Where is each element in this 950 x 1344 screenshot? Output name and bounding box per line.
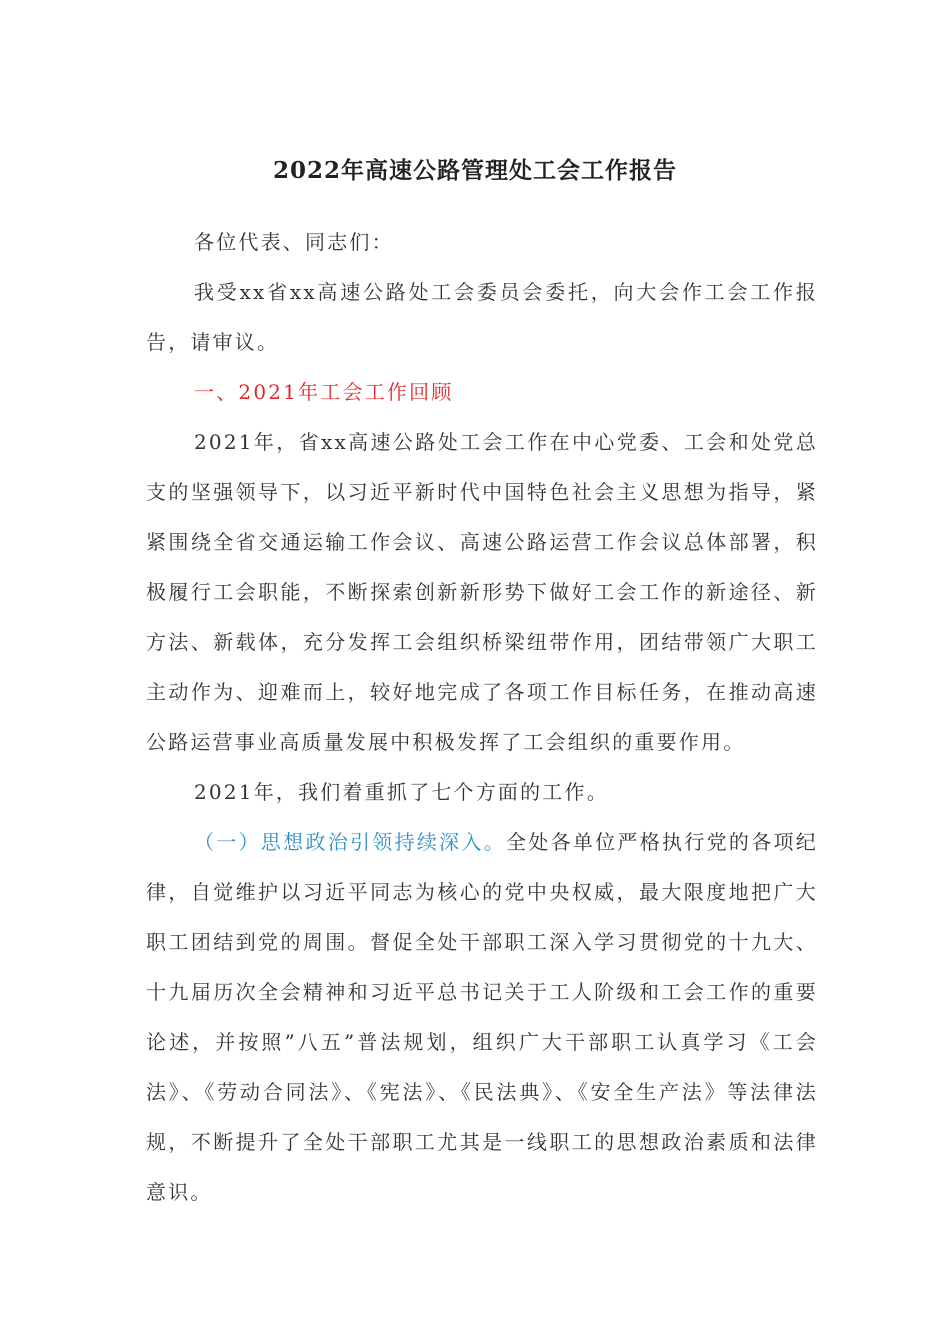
section-heading: 一、2021年工会工作回顾 xyxy=(194,380,454,404)
subsection-text: 全处各单位严格执行党的各项纪律，自觉维护以习近平同志为核心的党中央权威，最大限度地把广大职工团结到党的周围。督促全处干部职工深入学习贯彻党的十九大、十九届历次全会精神和习近平总书记关于工人阶级和工会工作的重要论述，并按照”八五”普法规划，组织广大干部职工认真学习《工会法》、《劳动合同法》、《宪法》、《民法典》、《安全生产法》等法律法规，不断提升了全处干部职工尤其是一线职工的思想政治素质和法律意识。 xyxy=(146,830,818,1204)
subsection-heading: （一）思想政治引领持续深入。 xyxy=(194,830,507,854)
document-body xyxy=(146,217,818,1217)
salutation: 各位代表、同志们： xyxy=(194,230,394,254)
subsection-paragraph xyxy=(146,817,818,1217)
document-title: 2022年高速公路管理处工会工作报告 xyxy=(272,157,677,184)
summary-paragraph: 2021年，我们着重抓了七个方面的工作。 xyxy=(194,780,609,804)
review-paragraph: 2021年，省xx高速公路处工会工作在中心党委、工会和处党总支的坚强领导下，以习近平新时代中国特色社会主义思想为指导，紧紧围绕全省交通运输工作会议、高速公路运营工作会议总体部署，积极履行工会职能，不断探索创新新形势下做好工会工作的新途径、新方法、新载体，充分发挥工会组织桥梁纽带作用，团结带领广大职工主动作为、迎难而上，较好地完成了各项工作目标任务，在推动高速公路运营事业高质量发展中积极发挥了工会组织的重要作用。 xyxy=(146,430,818,754)
intro-paragraph: 我受xx省xx高速公路处工会委员会委托，向大会作工会工作报告，请审议。 xyxy=(146,280,818,354)
